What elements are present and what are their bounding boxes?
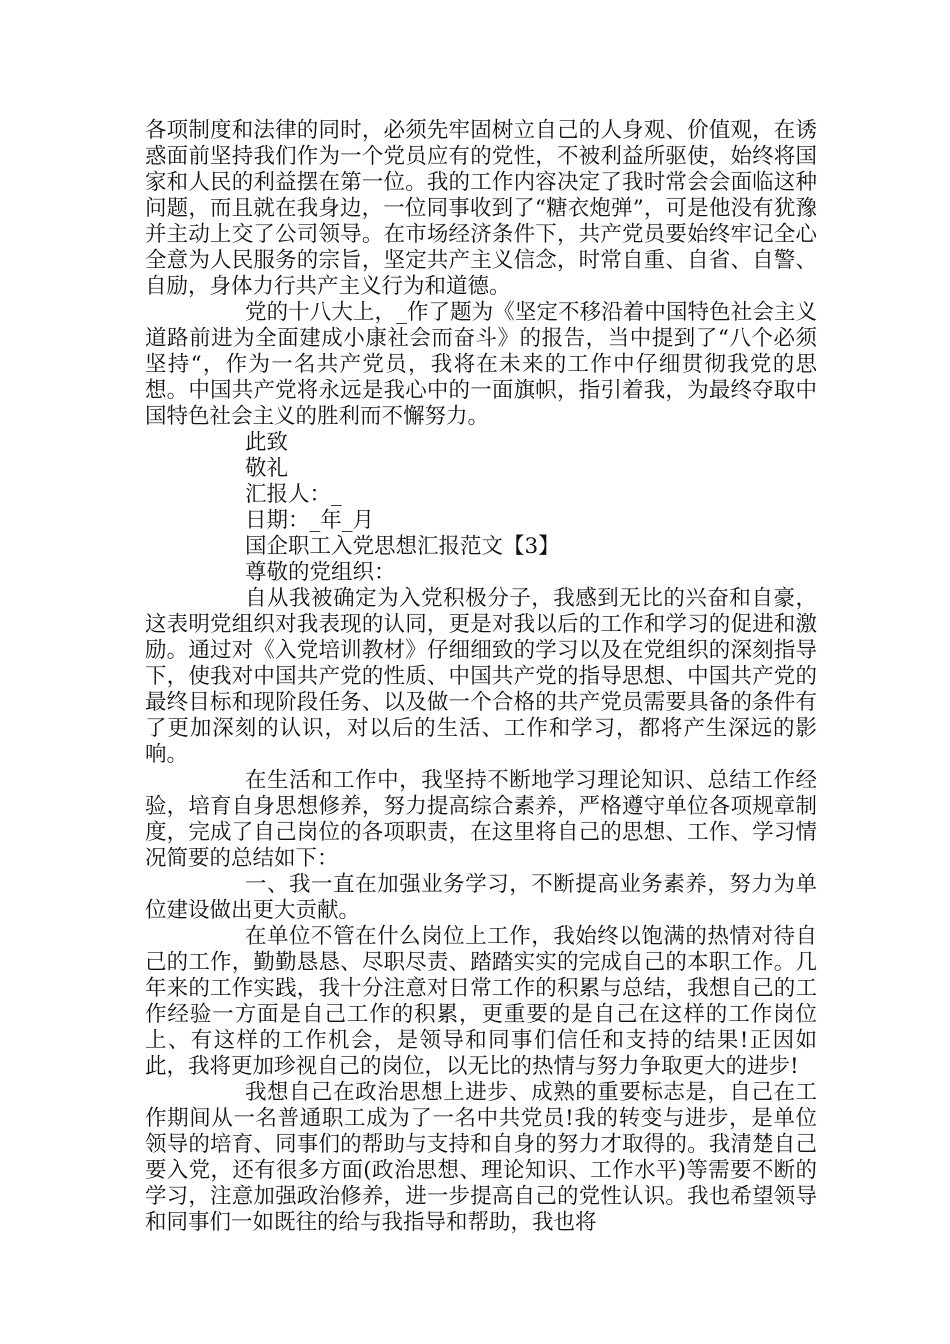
reporter-line: 汇报人：_ bbox=[245, 482, 342, 507]
document-page bbox=[145, 118, 817, 1236]
salutation-ci-zhi: 此致 bbox=[245, 430, 289, 455]
section-title: 国企职工入党思想汇报范文【3】 bbox=[245, 534, 560, 559]
body-paragraph-1: 自从我被确定为入党积极分子，我感到无比的兴奋和自豪，这表明党组织对我表现的认同，更是对我以后的工作和学习的促进和激励。通过对《入党培训教材》仔细细致的学习以及在党组织的深刻指导下，使我对中国共产党的性质、中国共产党的指导思想、中国共产党的最终目标和现阶段任务、以及做一个合格的共产党员需要具备的条件有了更加深刻的认识，对以后的生活、工作和学习，都将产生深远的影响。 bbox=[145, 586, 817, 767]
paragraph-2: 党的十八大上，_作了题为《坚定不移沿着中国特色社会主义道路前进为全面建成小康社会而奋斗》的报告，当中提到了“八个必须坚持“，作为一名共产党员，我将在未来的工作中仔细贯彻我党的思想。中国共产党将永远是我心中的一面旗帜，指引着我，为最终夺取中国特色社会主义的胜利而不懈努力。 bbox=[145, 300, 817, 429]
body-paragraph-2: 在生活和工作中，我坚持不断地学习理论知识、总结工作经验，培育自身思想修养，努力提高综合素养，严格遵守单位各项规章制度，完成了自己岗位的各项职责，在这里将自己的思想、工作、学习情况简要的总结如下： bbox=[145, 768, 817, 871]
paragraph-1: 各项制度和法律的同时，必须先牢固树立自己的人身观、价值观，在诱惑面前坚持我们作为一个党员应有的党性，不被利益所驱使，始终将国家和人民的利益摆在第一位。我的工作内容决定了我时常会会面临这种问题，而且就在我身边，一位同事收到了“糖衣炮弹”，可是他没有犹豫并主动上交了公司领导。在市场经济条件下，共产党员要始终牢记全心全意为人民服务的宗旨，坚定共产主义信念，时常自重、自省、自警、自励，身体力行共产主义行为和道德。 bbox=[145, 118, 817, 299]
salutation-jing-li: 敬礼 bbox=[245, 456, 289, 481]
body-paragraph-4: 在单位不管在什么岗位上工作，我始终以饱满的热情对待自己的工作，勤勤恳恳、尽职尽责、踏踏实实的完成自己的本职工作。几年来的工作实践，我十分注意对日常工作的积累与总结，我想自己的工作经验一方面是自己工作的积累，更重要的是自己在这样的工作岗位上、有这样的工作机会，是领导和同事们信任和支持的结果!正因如此，我将更加珍视自己的岗位，以无比的热情与努力争取更大的进步! bbox=[145, 924, 817, 1079]
greeting-line: 尊敬的党组织： bbox=[245, 560, 396, 585]
date-line: 日期：_年_月 bbox=[245, 508, 375, 533]
body-paragraph-3: 一、我一直在加强业务学习，不断提高业务素养，努力为单位建设做出更大贡献。 bbox=[145, 872, 817, 923]
body-paragraph-5: 我想自己在政治思想上进步、成熟的重要标志是，自己在工作期间从一名普通职工成为了一名中共党员!我的转变与进步，是单位领导的培育、同事们的帮助与支持和自身的努力才取得的。我清楚自己要入党，还有很多方面(政治思想、理论知识、工作水平)等需要不断的学习，注意加强政治修养，进一步提高自己的党性认识。我也希望领导和同事们一如既往的给与我指导和帮助，我也将 bbox=[145, 1080, 817, 1235]
